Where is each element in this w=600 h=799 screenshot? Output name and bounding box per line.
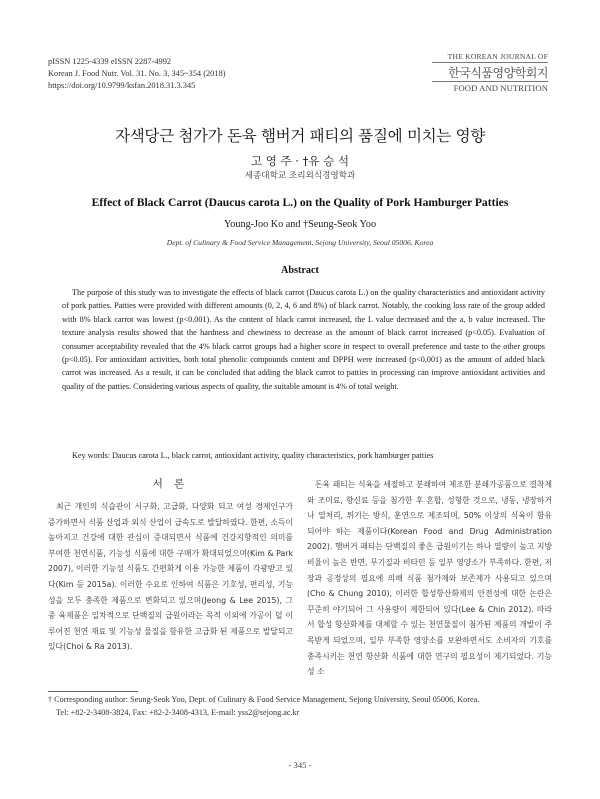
journal-logo <box>432 52 548 93</box>
section-heading-introduction: 서 론 <box>152 478 189 490</box>
citation-line: Korean J. Food Nutr. Vol. 31. No. 3, 345~354 (2018) <box>48 68 226 78</box>
affiliation-ko: 세종대학교 조리외식경영학과 <box>244 171 356 181</box>
abstract-text: The purpose of this study was to investigate the effects of black carrot (Daucus carota L.) on the quality characteristics and antioxidant activity of pork patties. Patties were provided with different amounts (0, 2, 4, 6 and 8%) of black carrot. Notably, the cooking loss rate of the group added with 8% black carrot was lowest (p<0.001). As the content of black carrot increased, the L value decreased and the a, b value increased. The texture analysis results showed that the hardness and chewiness to decrease as the amount of black carrot increased (p<0.05). Evaluation of consumer acceptability revealed that the 4% black carrot groups had a higher score in respect to overall preference and taste to the other groups (p<0.05). For antioxidant activities, both total phenolic compounds content and DPPH were increased (p<0.001) as the amount of added black carrot was increased. As a result, it can be concluded that adding the black carrot to patties in processing can improve antioxidant activities and quality of the patties. Considering various aspects of quality, the suitable amount is 4% of total weight. <box>62 288 545 391</box>
authors-ko: 고 영 주 · †유 승 석 <box>251 154 349 168</box>
article-title-en: Effect of Black Carrot (Daucus carota L.) on the Quality of Pork Hamburger Patties <box>91 196 509 209</box>
page-number: - 345 - <box>288 760 312 770</box>
journal-name-en-top: THE KOREAN JOURNAL OF <box>432 52 548 63</box>
abstract-heading: Abstract <box>281 265 319 276</box>
article-title-ko: 자색당근 첨가가 돈육 햄버거 패티의 품질에 미치는 영향 <box>115 127 485 145</box>
footnote-line-1: † Corresponding author: Seung-Seok Yoo, Dept. of Culinary & Food Service Management, Sejong University, Seoul 05006, Korea. <box>48 695 480 704</box>
authors-en: Young-Joo Ko and †Seung-Seok Yoo <box>223 219 377 230</box>
keywords: Key words: Daucus carota L., black carrot, antioxidant activity, quality characteristics, pork hamburger patties <box>72 451 434 460</box>
intro-paragraph-2: 돈육 패티는 식육을 세절하고 분쇄하여 제조한 분쇄가공품으로 결착제와 조미료, 향신료 등을 첨가한 후 혼합, 성형한 것으로, 냉동, 냉장하거나 열처리, 튀기는 방식, 훈연으로 제조되며, 50% 이상의 식육이 함유 되어야 하는 제품이다(Korean Food and Drug Administration 2002). 햄버거 패티는 단백질의 좋은 급원이기는 하나 열량이 높고 지방비율이 높은 반면, 무기질과 비타민 등 일부 영양소가 부족하다. 한편, 저장과 공정상의 필요에 의해 식품 첨가제와 보존제가 사용되고 있으며(Cho & Chung 2010), 이러한 합성항산화제의 안전성에 대한 논란은 꾸준히 야기되어 그 사용량이 제한되어 있다(Lee & Chin 2012). 따라서 합성 항산화제를 대체할 수 있는 천연물질이 첨가된 제품의 개발이 주목받게 되었으며, 일부 부족한 영양소를 보완하면서도 소비자의 기호를 충족시키는 천연 항산화 식품에 대한 연구의 필요성이 제기되었다. 기능성 소 <box>307 480 552 677</box>
footnote-divider <box>48 691 138 692</box>
doi-link[interactable]: https://doi.org/10.9799/ksfan.2018.31.3.345 <box>48 80 196 90</box>
journal-name-ko: 한국식품영양학회지 <box>448 66 548 80</box>
intro-paragraph-1: 최근 개인의 식습관이 서구화, 고급화, 다양화 되고 여성 경제인구가 증가하면서 식품 산업과 외식 산업이 급속도로 발달하였다. 한편, 소득이 높아지고 건강에 대한 관심이 증대되면서 식품에 건강지향적인 의미를 부여한 천연식품, 기능성 식품에 대한 구매가 확대되었으며(Kim & Park 2007), 이러한 기능성 식품도 간편화게 이용 가능한 제품이 각광받고 있다(Kim 등 2015a). 이러한 수요로 인하여 식품은 기호성, 편리성, 기능성을 모두 충족한 제품으로 변화되고 있으며(Jeong & Lee 2015), 그 중 육제품은 일차적으로 단백질의 급원이라는 목적 이외에 가공이 덜 이루어진 천연 재료 및 기능성 물질을 함유한 고급화 된 제품으로 발달되고 있다(Choi & Ra 2013). <box>48 502 293 652</box>
issn-line: pISSN 1225-4339 eISSN 2287-4992 <box>48 57 172 66</box>
body-column-left <box>48 477 293 655</box>
body-column-right <box>307 477 552 680</box>
footnote-line-2: Tel: +82-2-3408-3824, Fax: +82-2-3408-4313, E-mail: yss2@sejong.ac.kr <box>56 708 300 717</box>
corresponding-author-footnote <box>48 693 558 719</box>
journal-name-en-bottom: FOOD AND NUTRITION <box>432 81 548 93</box>
journal-info <box>48 56 226 91</box>
affiliation-en: Dept. of Culinary & Food Service Management, Sejong University, Seoul 05006, Korea <box>166 238 434 247</box>
